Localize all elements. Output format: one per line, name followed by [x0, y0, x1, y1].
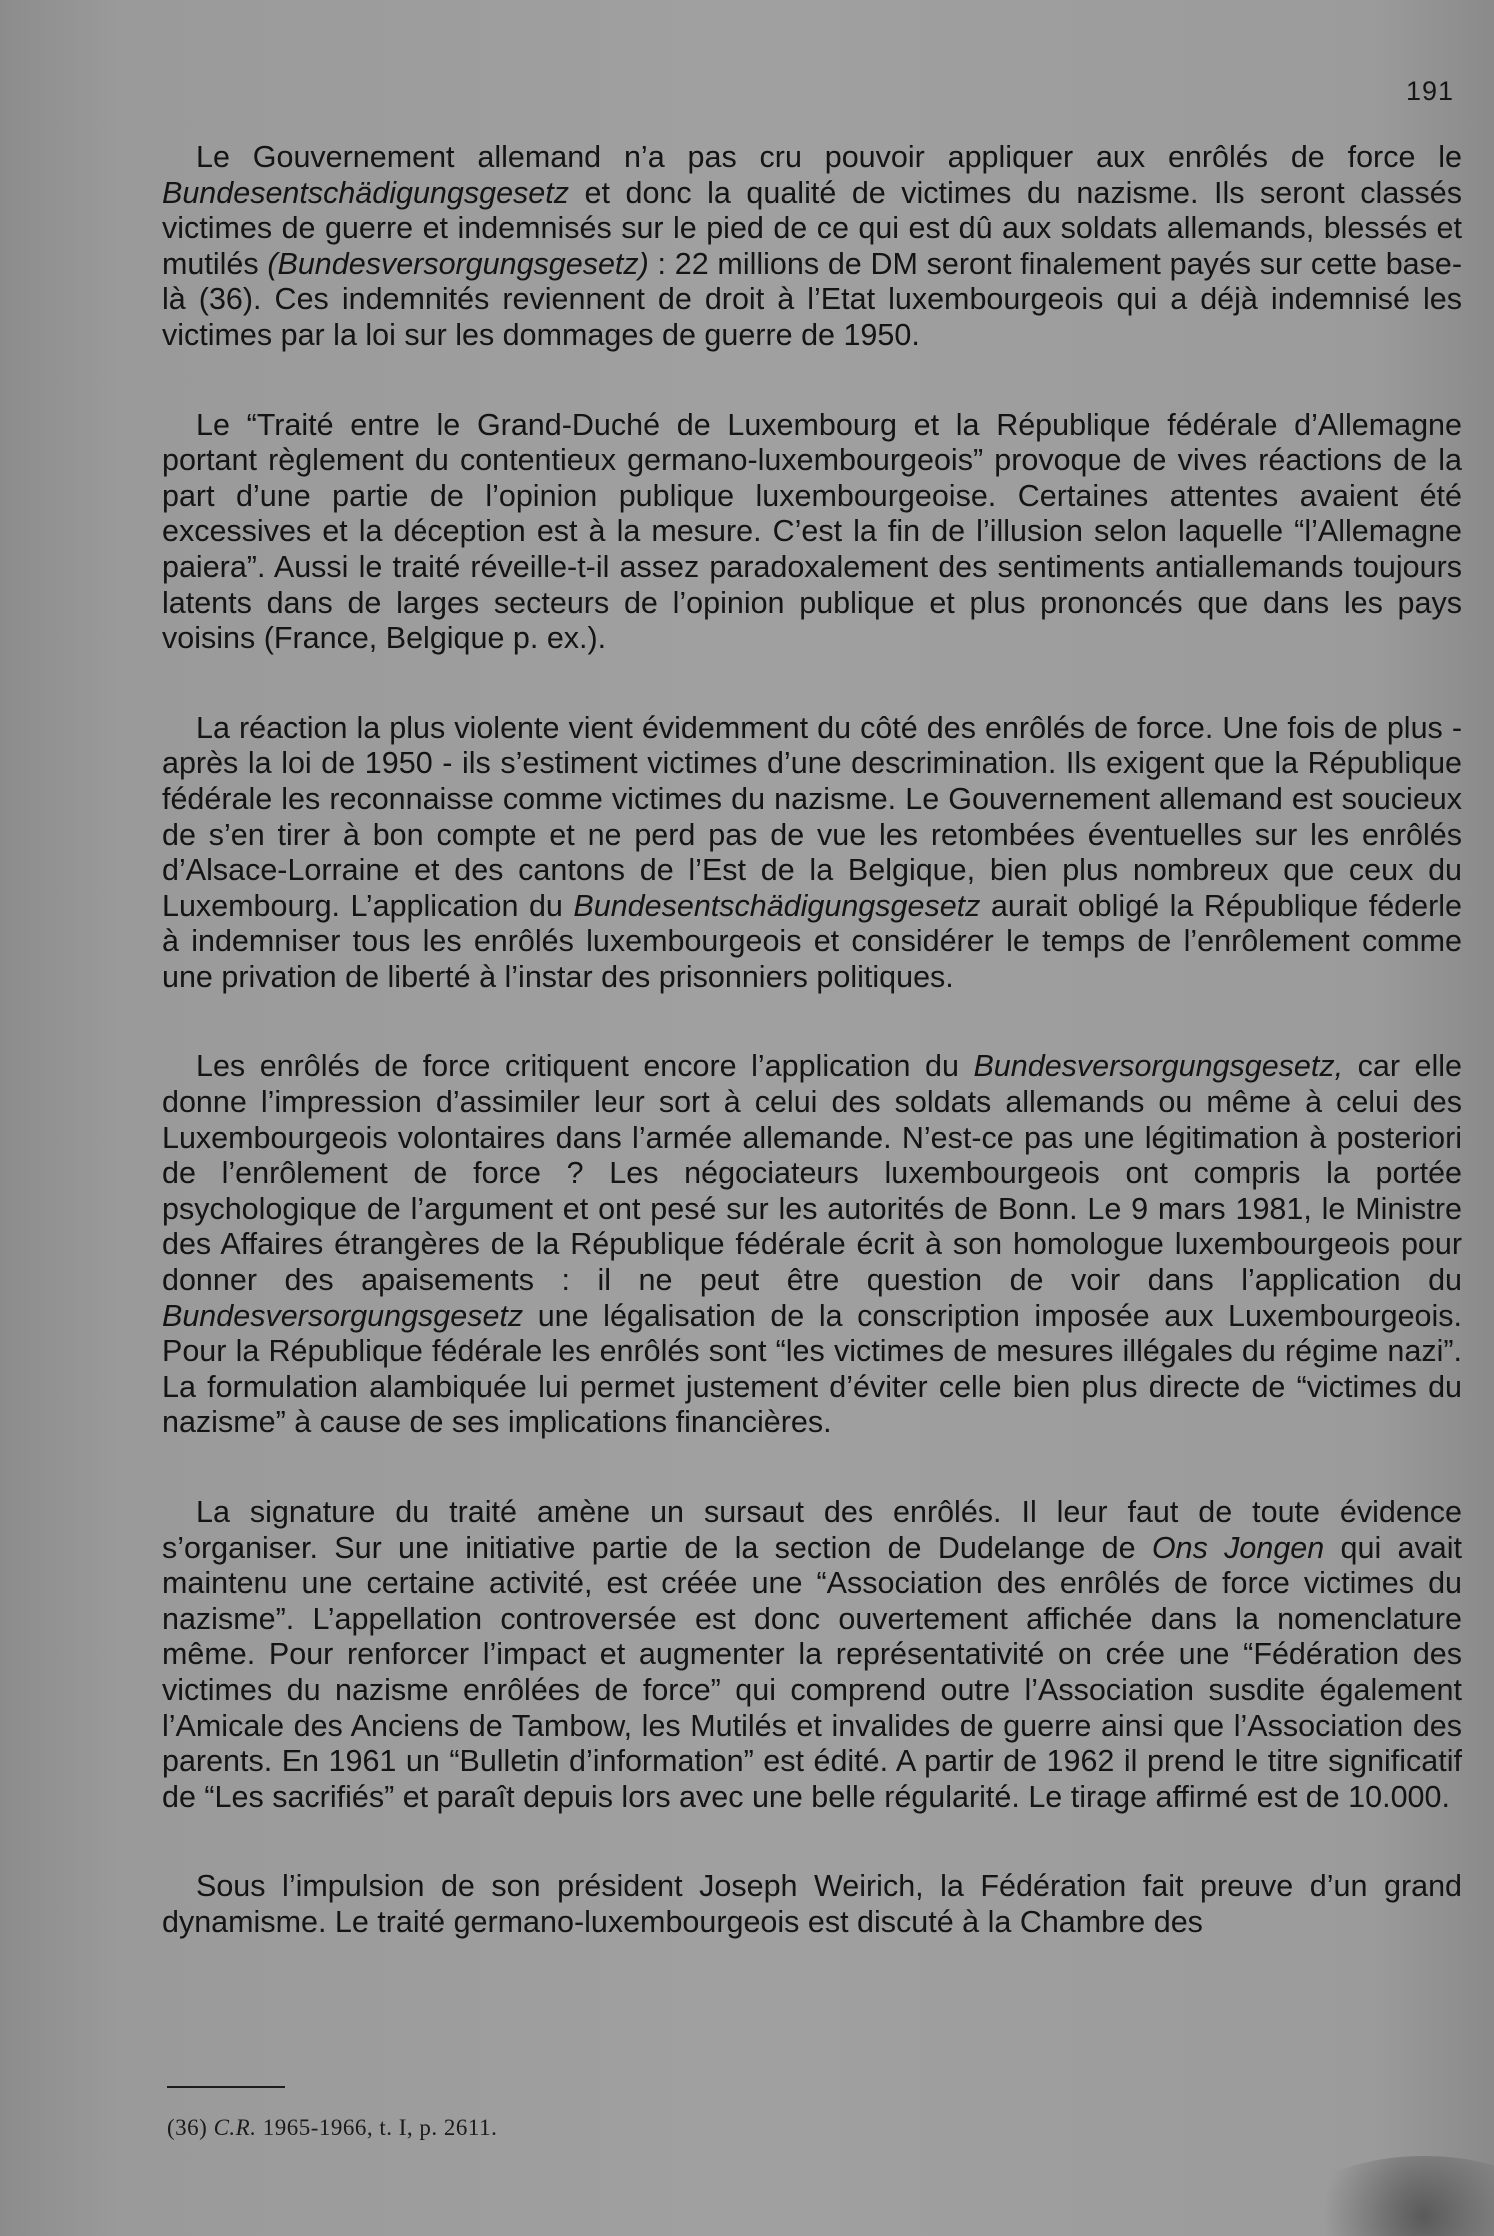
text-run: et donc la qualité de victimes du nazisme. Ils seront classés victimes de guerre et indemnisés sur le pied de ce qui est dû aux soldats allemands, blessés et mutilés [162, 175, 1462, 281]
paragraph [162, 408, 1462, 657]
text-run: aurait obligé la République féderle à indemniser tous les enrôlés luxembourgeois et considérer le temps de l’enrôlement comme une privation de liberté à l’instar des prisonniers politiques. [162, 888, 1462, 994]
footnote-number: (36) [167, 2115, 214, 2140]
paragraph [162, 711, 1462, 996]
paragraph [162, 1049, 1462, 1441]
paragraph [162, 1869, 1462, 1940]
text-run: Sous l’impulsion de son président Joseph Weirich, la Fédération fait preuve d’un grand dynamisme. Le traité germano-luxembourgeois est discuté à la Chambre des [162, 1869, 1462, 1939]
page-number: 191 [1405, 76, 1454, 106]
paragraph [162, 1495, 1462, 1815]
text-run: une légalisation de la conscription imposée aux Luxembourgeois. Pour la République fédérale les enrôlés sont “les victimes de mesures illégales du régime nazi”. La formulation alambiquée lui permet justement d’éviter celle bien plus directe de “victimes du nazisme” à cause de ses implications financières. [162, 1298, 1462, 1440]
italic-term: Ons Jongen [1151, 1530, 1325, 1565]
footnote-separator [167, 2086, 285, 2088]
text-run: Le Gouvernement allemand n’a pas cru pouvoir appliquer aux enrôlés de force le [196, 140, 1462, 174]
paragraph [162, 140, 1462, 354]
italic-term: (Bundesversorgungsgesetz) [267, 246, 649, 281]
text-run: qui avait maintenu une certaine activité, est créée une “Association des enrôlés de force victimes du nazisme”. L’appellation controversée est donc ouvertement affichée dans la nomenclature même. Pour renforcer l’impact et augmenter la représentativité on crée une “Fédération des victimes du nazisme enrôlées de force” qui comprend outre l’Association susdite également l’Amicale des Anciens de Tambow, les Mutilés et invalides de guerre ainsi que l’Association des parents. En 1961 un “Bulletin d’information” est édité. A partir de 1962 il prend le titre significatif de “Les sacrifiés” et paraît depuis lors avec une belle régularité. Le tirage affirmé est de 10.000. [162, 1530, 1462, 1814]
footnote-reference: 1965-1966, t. I, p. 2611. [262, 2115, 498, 2140]
text-run: Les enrôlés de force critiquent encore l’application du [196, 1049, 974, 1084]
footnote [167, 2115, 497, 2141]
text-run: Le “Traité entre le Grand-Duché de Luxembourg et la République fédérale d’Allemagne portant règlement du contentieux germano-luxembourgeois” provoque de vives réactions de la part d’une partie de l’opinion publique luxembourgeoise. Certaines attentes avaient été excessives et la déception est à la mesure. C’est la fin de l’illusion selon laquelle “l’Allemagne paiera”. Aussi le traité réveille-t-il assez paradoxalement des sentiments antiallemands toujours latents dans de larges secteurs de l’opinion publique et plus prononcés que dans les pays voisins (France, Belgique p. ex.). [162, 407, 1462, 656]
text-run: La réaction la plus violente vient évidemment du côté des enrôlés de force. Une fois de plus - après la loi de 1950 - ils s’estiment victimes d’une descrimination. Ils exigent que la République fédérale les reconnaisse comme victimes du nazisme. Le Gouvernement allemand est soucieux de s’en tirer à bon compte et ne perd pas de vue les retombées éventuelles sur les enrôlés d’Alsace-Lorraine et des cantons de l’Est de la Belgique, bien plus nombreux que ceux du Luxembourg. L’application du [162, 710, 1462, 923]
text-run: car elle donne l’impression d’assimiler leur sort à celui des soldats allemands ou même à celui des Luxembourgeois volontaires dans l’armée allemande. N’est-ce pas une légitimation à posteriori de l’enrôlement de force ? Les négociateurs luxembourgeois ont compris la portée psychologique de l’argument et ont pesé sur les autorités de Bonn. Le 9 mars 1981, le Ministre des Affaires étrangères de la République fédérale écrit à son homologue luxembourgeois pour donner des apaisements : il ne peut être question de voir dans l’application du [162, 1049, 1462, 1298]
text-run: La signature du traité amène un sursaut des enrôlés. Il leur faut de toute évidence s’organiser. Sur une initiative partie de la section de Dudelange de [162, 1495, 1462, 1565]
italic-term: Bundesversorgungsgesetz [162, 1298, 524, 1333]
body-text [162, 140, 1462, 1941]
italic-term: Bundesentschädigungsgesetz [573, 888, 981, 923]
italic-term: Bundesversorgungsgesetz, [973, 1049, 1344, 1084]
footnote-source: C.R. [213, 2115, 263, 2140]
text-run: : 22 millions de DM seront finalement payés sur cette base-là (36). Ces indemnités reviennent de droit à l’Etat luxembourgeois qui a déjà indemnisé les victimes par la loi sur les dommages de guerre de 1950. [162, 246, 1462, 352]
italic-term: Bundesentschädigungsgesetz [162, 175, 569, 210]
